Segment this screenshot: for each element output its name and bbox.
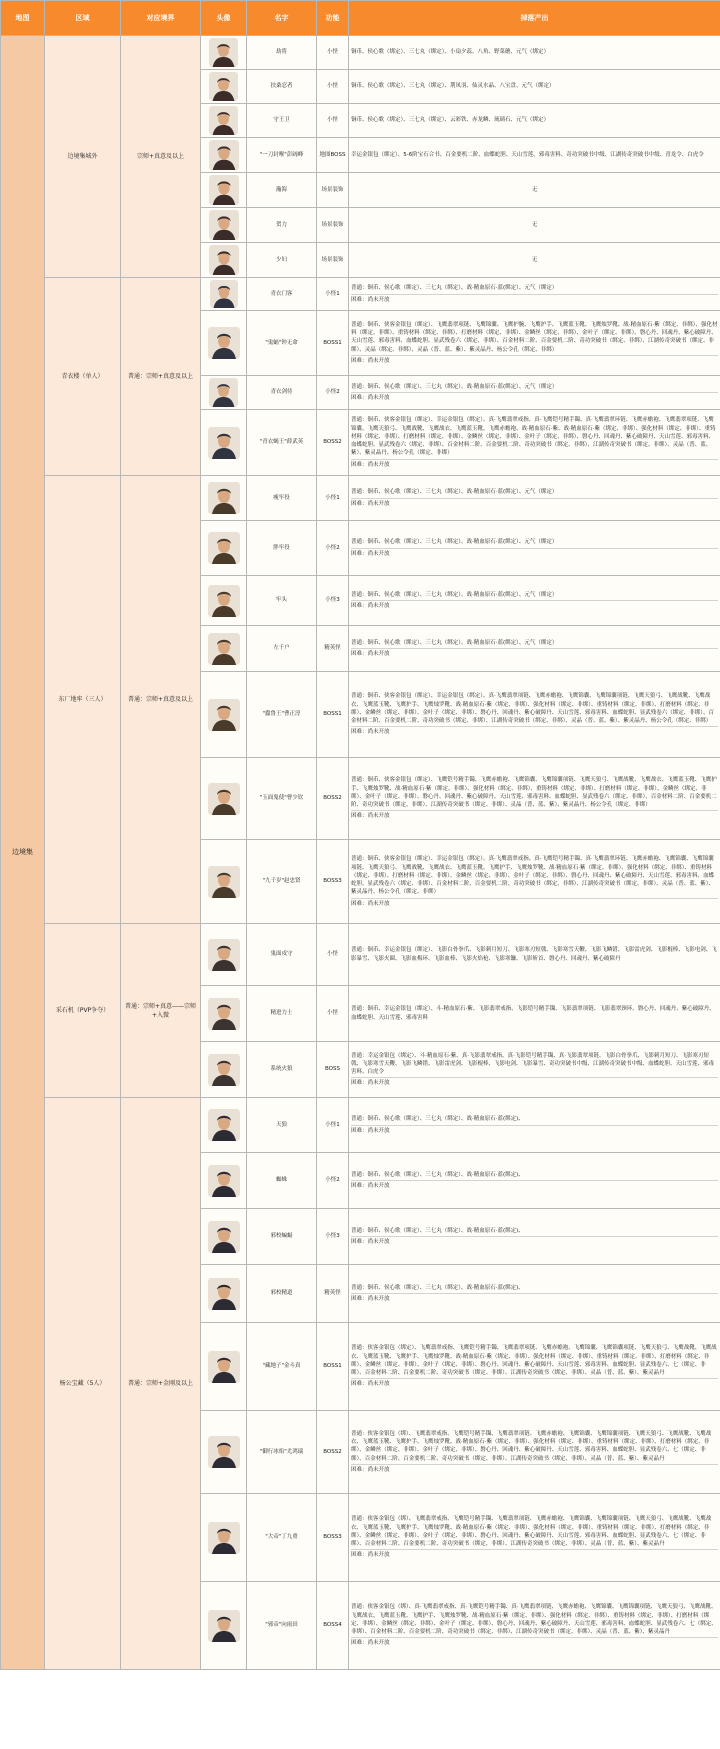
- npc-function: 精英怪: [317, 626, 349, 672]
- npc-function: 场景装饰: [317, 173, 349, 208]
- npc-function: BOSS2: [317, 758, 349, 840]
- npc-name: 邪校蝙蝠: [247, 1209, 317, 1265]
- drop-cell: [349, 476, 720, 521]
- table-body: [1, 36, 720, 1670]
- realm-cell: 普通：宗师+真意及以上: [121, 278, 201, 476]
- drop-hard-text: 困难：尚未开放: [351, 726, 718, 737]
- drop-text: 普通：铜币、侯心歌（绑定）、三七丸（绑定）、战·精血原石·蓝(绑定)、: [351, 1171, 524, 1178]
- avatar-cell: [201, 576, 247, 626]
- avatar-cell: [201, 1582, 247, 1670]
- avatar-portrait-icon: [208, 1610, 240, 1642]
- drop-cell: [349, 208, 720, 243]
- drop-cell: [349, 1582, 720, 1670]
- drop-hard-text: 困难：尚未开放: [351, 1464, 718, 1475]
- drop-cell: [349, 986, 720, 1042]
- drop-text: 普通：铜币、侠客金银包（绑定）、幸运金银包（绑定）、真·飞鹰翡翠戒指、真·飞鹰铠号精手镯、真·飞鹰翡翠环链、飞鹰赤蟾袍、飞鹰锦囊、飞鹰锦囊项链、飞鹰天狼弓、飞鹰战靴、飞鹰战衣、飞鹰蓝玉靴、飞鹰护手、飞鹰烛罗靴、战·精血原石·紫（绑定、非绑）、强化材料（绑定、非绑）、重铸材料（绑定、非绑）、打磨材料（绑定、非绑）、金鳞丝（绑定、非绑）、金叶子（绑定、非绑）、磐心丹、回魂丹、紫心破障丹、天山雪莲、邪毒害料、血蝶蛇胆、显武残卷六（绑定、非绑）、百金材料二阶、百金要机二阶、奇功突破书（绑定、非绑）、江湖传奇突破书（绑定、非绑）、灵晶（普、蓝、紫）、紫灵晶丹、杨公令孔（绑定、非绑）: [351, 856, 715, 896]
- avatar-cell: [201, 521, 247, 576]
- avatar-portrait-icon: [209, 210, 239, 240]
- drop-hard-text: 困难：尚未开放: [351, 1236, 718, 1247]
- header-row: [1, 1, 720, 36]
- drop-text: 普通：铜币、侠客金银包（绑定）、幸运金银包（绑定）、真·飞鹰翡翠戒指、真·飞鹰铠号精手镯、真·飞鹰翡翠环链、飞鹰赤蟾袍、飞鹰翡翠项链、飞鹰锦囊、飞鹰天狼弓、飞鹰战靴、飞鹰战衣、飞鹰蓝玉靴、飞鹰赤蟾袍、战·精血原石·紫、战·精血原石·紫（绑定、非绑）、强化材料（绑定、非绑）、重铸材料（绑定、非绑）、打磨材料（绑定、非绑）、金鳞丝（绑定、非绑）、金叶子（绑定、非绑）、磐心丹、回魂丹、紫心破障丹、天山雪莲、邪毒害料、血蝶蛇胆、显武残卷六（绑定、非绑）、百金材料二阶、百金要机二阶、奇功突破书（绑定、非绑）、江湖传奇突破书（绑定、非绑）、灵晶（普、蓝、紫）、紫灵晶丹、杨公令孔（绑定、非绑）: [351, 417, 716, 457]
- drop-text: 无: [531, 256, 538, 263]
- avatar-portrait-icon: [210, 280, 238, 308]
- drop-cell: [349, 70, 720, 104]
- npc-function: 场景装饰: [317, 243, 349, 278]
- drop-cell: [349, 758, 720, 840]
- npc-function: 小怪: [317, 986, 349, 1042]
- avatar-portrait-icon: [208, 633, 240, 665]
- drop-text: 普通：铜币、侯心歌（绑定）、三七丸（绑定）、战·精血原石·蓝(绑定)、: [351, 1116, 524, 1123]
- npc-name: "大帝"丁九重: [247, 1494, 317, 1582]
- drop-hard-text: 困难：尚未开放: [351, 1549, 718, 1560]
- avatar-portrait-icon: [208, 998, 240, 1030]
- npc-function: BOSS3: [317, 840, 349, 924]
- area-cell: 边境集城外: [45, 36, 121, 278]
- drop-text: 普通：铜币、侠客金银包（绑定）、飞鹰翡翠项链、飞鹰锦囊、飞鹰护腕、飞鹰护手、飞鹰蓝玉靴、飞鹰烛罗靴、战·精血原石·紫（绑定、非绑）、强化材料（绑定、非绑）、重铸材料（绑定、非绑）、打磨材料（绑定、非绑）、金鳞丝（绑定、非绑）、金叶子（绑定、非绑）、磐心丹、回魂丹、紫心破障丹、天山雪莲、邪毒害料、血蝶蛇胆、显武残卷六（绑定、非绑）、百金材料二阶、百金要机二阶、奇功突破书（绑定、非绑）、江湖传奇突破书（绑定、非绑）、灵晶（绑定、非绑）、灵晶（普、蓝、紫）、紫灵晶丹、杨公令孔（绑定、非绑）: [351, 321, 718, 353]
- drop-cell: [349, 410, 720, 476]
- drop-hard-text: 困难：尚未开放: [351, 1125, 718, 1136]
- drop-cell: [349, 36, 720, 70]
- npc-name: 少妇: [247, 243, 317, 278]
- drop-text: 普通：铜币、侠客金银包（绑定）、幸运金银包（绑定）、真·飞鹰翡翠项链、飞鹰赤蟾袍、飞鹰锦囊、飞鹰锦囊项链、飞鹰天狼弓、飞鹰战靴、飞鹰战衣、飞鹰蓝玉靴、飞鹰护手、飞鹰烛罗靴、战·精血原石·紫（绑定、非绑）、强化材料（绑定、非绑）、重铸材料（绑定、非绑）、打磨材料（绑定、非绑）、金鳞丝（绑定、非绑）、金叶子（绑定、非绑）、磐心丹、回魂丹、紫心破障丹、天山雪莲、邪毒害料、血蝶蛇胆、显武残卷六（绑定、非绑）、百金材料二阶、百金要机二阶、奇功突破书（绑定、非绑）、江湖传奇突破书（绑定、非绑）、灵晶（普、蓝、紫）、紫灵晶丹、杨公令孔（绑定、非绑）: [351, 693, 715, 725]
- drop-text: 普通：侠客金银包（绑定）、飞鹰翡翠戒指、飞鹰铠号精手镯、飞鹰翡翠项链、飞鹰赤蟾袍、飞鹰锦囊、飞鹰锦囊项链、飞鹰天狼弓、飞鹰战靴、飞鹰战衣、飞鹰蓝玉靴、飞鹰护手、飞鹰烛罗靴、战·精血原石·紫（绑定、非绑）、强化材料（绑定、非绑）、重铸材料（绑定、非绑）、打磨材料（绑定、非绑）、金鳞丝（绑定、非绑）、金叶子（绑定、非绑）、磐心丹、回魂丹、紫心破障丹、天山雪莲、邪毒害料、血蝶蛇胆、显武残卷六、七（绑定、非绑）、百金材料二阶、百金要机二阶、奇功突破书（绑定、非绑）、江湖传奇突破书（绑定、非绑）、灵晶（普、蓝、紫）、紫灵晶丹: [351, 1345, 717, 1377]
- drop-text: 铜币、侯心歌（绑定）、三七丸（绑定）、小扇夕蕊、八角、野菜蘑、元气（绑定）: [351, 49, 550, 56]
- drop-cell: [349, 626, 720, 672]
- avatar-portrait-icon: [208, 939, 240, 971]
- npc-name: 扶桑忍者: [247, 70, 317, 104]
- npc-name: 贺力: [247, 208, 317, 243]
- header-name: 名字: [247, 1, 317, 36]
- drop-text: 普通：铜币、侠客金银包（绑定）、飞鹰铠号精手镯、飞鹰赤蟾袍、飞鹰锦囊、飞鹰锦囊项链、飞鹰天狼弓、飞鹰战靴、飞鹰战衣、飞鹰蓝玉靴、飞鹰护手、飞鹰烛罗靴、战·精血原石·紫（绑定、非绑）、强化材料（绑定、非绑）、重铸材料（绑定、非绑）、打磨材料（绑定、非绑）、金鳞丝（绑定、非绑）、金叶子（绑定、非绑）、磐心丹、回魂丹、紫心破障丹、天山雪莲、邪毒害料、血蝶蛇胆、显武残卷六（绑定、非绑）、百金材料二阶、百金要机二阶、奇功突破书（绑定、非绑）、江湖传奇突破书（绑定、非绑）、灵晶（普、蓝、紫）、紫灵晶丹、杨公令孔（绑定、非绑）: [351, 777, 717, 809]
- npc-name: 牢头: [247, 576, 317, 626]
- drop-hard-text: 困难：尚未开放: [351, 392, 718, 403]
- npc-name: 系统火狼: [247, 1042, 317, 1098]
- drop-cell: [349, 138, 720, 173]
- drop-text: 无: [531, 186, 538, 193]
- avatar-cell: [201, 1323, 247, 1411]
- npc-name: "玉面鬼使"曹少钦: [247, 758, 317, 840]
- drop-hard-text: 困难：尚未开放: [351, 898, 718, 909]
- avatar-cell: [201, 311, 247, 376]
- avatar-cell: [201, 1153, 247, 1209]
- drop-hard-text: 困难：尚未开放: [351, 1077, 718, 1088]
- npc-name: "鬼蝠"钟无命: [247, 311, 317, 376]
- drop-hard-text: 困难：尚未开放: [351, 459, 718, 470]
- drop-hard-text: 困难：尚未开放: [351, 294, 718, 305]
- area-cell: 杨公宝藏（5人）: [45, 1098, 121, 1670]
- drop-text: 普通：铜币、侯心歌（绑定）、三七丸（绑定）、战·精血原石·蓝(绑定)、: [351, 1284, 524, 1291]
- avatar-portrait-icon: [208, 427, 240, 459]
- avatar-cell: [201, 243, 247, 278]
- npc-function: 小怪1: [317, 1098, 349, 1153]
- avatar-cell: [201, 986, 247, 1042]
- area-cell: 东厂地牢（三人）: [45, 476, 121, 924]
- avatar-cell: [201, 1494, 247, 1582]
- npc-name: 瀚海: [247, 173, 317, 208]
- npc-name: 胖牢役: [247, 521, 317, 576]
- npc-function: BOSS1: [317, 311, 349, 376]
- drop-text: 铜币、侯心歌（绑定）、三七丸（绑定）、云彩铁、赤龙鳞、琉璃石、元气（绑定）: [351, 117, 550, 124]
- drop-text: 幸运金银包（绑定）、5-6阶宝石合书、百金要机二阶、血蝶蛇胆、天山雪莲、邪毒害料、奇功突破书中级、江湖传奇突破书中级、青龙令、白虎令: [351, 151, 704, 158]
- npc-function: 小怪2: [317, 376, 349, 410]
- drop-text: 普通：侠客金银包（绑）、飞鹰翡翠戒指、飞鹰铠号精手镯、飞鹰翡翠项链、飞鹰赤蟾袍、飞鹰锦囊、飞鹰锦囊项链、飞鹰天狼弓、飞鹰战靴、飞鹰战衣、飞鹰蓝玉靴、飞鹰护手、飞鹰烛罗靴、战·精血原石·紫（绑定、非绑）、强化材料（绑定、非绑）、重铸材料（绑定、非绑）、打磨材料（绑定、非绑）、金鳞丝（绑定、非绑）、金叶子（绑定、非绑）、磐心丹、回魂丹、紫心破障丹、天山雪莲、邪毒害料、血蝶蛇胆、显武残卷六、七（绑定、非绑）、百金材料二阶、百金要机二阶、奇功突破书（绑定、非绑）、江湖传奇突破书（绑定、非绑）、灵晶（普、蓝、紫）、紫灵晶丹: [351, 1430, 712, 1462]
- npc-name: 蜘蛛: [247, 1153, 317, 1209]
- npc-function: BOSS: [317, 1042, 349, 1098]
- header-area: 区域: [45, 1, 121, 36]
- npc-function: 小怪: [317, 70, 349, 104]
- avatar-portrait-icon: [208, 1109, 240, 1141]
- avatar-portrait-icon: [208, 1522, 240, 1554]
- drop-text: 普通：铜币、侯心歌（绑定）、三七丸（绑定）、战·精血原石·蓝(绑定）、元气（绑定）: [351, 285, 558, 292]
- drop-text: 普通：铜币、侯心歌（绑定）、三七丸（绑定）、战·精血原石·蓝(绑定)、: [351, 1227, 524, 1234]
- avatar-cell: [201, 672, 247, 758]
- avatar-portrait-icon: [208, 783, 240, 815]
- drop-hard-text: 困难：尚未开放: [351, 1637, 718, 1648]
- npc-name: "一刀封喉"彭阔峰: [247, 138, 317, 173]
- area-cell: 采石机（PVP争夺）: [45, 924, 121, 1098]
- avatar-cell: [201, 278, 247, 311]
- header-realm: 对应境界: [121, 1, 201, 36]
- drop-cell: [349, 924, 720, 986]
- drop-cell: [349, 243, 720, 278]
- drop-text: 普通：幸运金银包（绑定）、斗·精血原石·紫、真·飞影翡翠戒指、真·飞影铠号精手镯、真·飞影翡翠项链、飞影白骨拳爪、飞影刺月短刀、飞影寒刃短戟、飞影寒雪天鞭、飞影飞鳞错、飞影雷虎剑、飞影棍棒、飞影电剑、飞影暴雪、奇功突破书中级、江湖传奇突破书中级、血蝶蛇胆、天山雪莲、邪毒害料、白虎令: [351, 1052, 715, 1075]
- drop-text: 普通：铜币、幸运金银包（绑定）、飞影白骨拳爪、飞影刺月短刀、飞影寒刃短戟、飞影寒雪天鞭、飞影飞鳞错、飞影雷虎剑、飞影棍棒、飞影电剑、飞影暴雪、飞影火圈、飞影血梅环、飞影血棒、飞影火焰枪、飞影寒镰、飞影斩首、磐心丹、回魂丹、紫心破障丹: [351, 947, 717, 962]
- avatar-portrait-icon: [208, 1351, 240, 1383]
- drop-cell: [349, 1209, 720, 1265]
- npc-name: "藏地子"金斗真: [247, 1323, 317, 1411]
- avatar-cell: [201, 476, 247, 521]
- area-cell: 青衣楼（单人）: [45, 278, 121, 476]
- drop-cell: [349, 1494, 720, 1582]
- drop-text: 无: [531, 221, 538, 228]
- drop-cell: [349, 521, 720, 576]
- npc-function: 地图BOSS: [317, 138, 349, 173]
- drop-cell: [349, 278, 720, 311]
- drop-hard-text: 困难：尚未开放: [351, 600, 718, 611]
- drop-cell: [349, 1098, 720, 1153]
- avatar-cell: [201, 626, 247, 672]
- npc-name: 劫将: [247, 36, 317, 70]
- npc-function: 小怪2: [317, 1153, 349, 1209]
- realm-cell: 普通：宗师+金刚及以上: [121, 1098, 201, 1670]
- drop-cell: [349, 376, 720, 410]
- drop-cell: [349, 840, 720, 924]
- avatar-cell: [201, 1411, 247, 1494]
- drop-cell: [349, 672, 720, 758]
- drop-cell: [349, 1042, 720, 1098]
- drop-text: 普通：铜币、侯心歌（绑定）、三七丸（绑定）、战·精血原石·蓝(绑定）、元气（绑定）: [351, 639, 558, 646]
- avatar-portrait-icon: [208, 1436, 240, 1468]
- avatar-cell: [201, 410, 247, 476]
- drop-text: 普通：侠客金银包（绑）、真·飞鹰翡翠戒指、真·飞鹰铠号精手镯、真·飞鹰翡翠项链、飞鹰赤蟾袍、飞鹰锦囊、飞鹰锦囊项链、飞鹰天狼弓、飞鹰战靴、飞鹰战衣、飞鹰蓝玉靴、飞鹰护手、飞鹰烛罗靴、战·精血原石·紫（绑定、非绑）、强化材料（绑定、非绑）、重铸材料（绑定、非绑）、打磨材料（绑定、非绑）、金鳞丝（绑定、非绑）、金叶子（绑定、非绑）、磐心丹、回魂丹、紫心破障丹、天山雪莲、邪毒害料、血蝶蛇胆、显武残卷六、七（绑定、非绑）、百金材料二阶、百金要机二阶、奇功突破书（绑定、非绑）、江湖传奇突破书（绑定、非绑）、灵晶（普、蓝、紫）、紫灵晶丹: [351, 1604, 717, 1636]
- npc-function: BOSS2: [317, 1411, 349, 1494]
- avatar-cell: [201, 104, 247, 138]
- npc-name: 左千户: [247, 626, 317, 672]
- avatar-portrait-icon: [209, 378, 238, 407]
- drop-cell: [349, 104, 720, 138]
- avatar-portrait-icon: [209, 72, 238, 101]
- avatar-portrait-icon: [208, 1054, 240, 1086]
- npc-name: 邪校精道: [247, 1265, 317, 1323]
- drop-text: 普通：铜币、侯心歌（绑定）、三七丸（绑定）、战·精血原石·蓝(绑定）、元气（绑定）: [351, 489, 558, 496]
- drop-cell: [349, 576, 720, 626]
- drop-text: 普通：铜币、侯心歌（绑定）、三七丸（绑定）、战·精血原石·蓝(绑定）、元气（绑定）: [351, 591, 558, 598]
- drop-cell: [349, 1411, 720, 1494]
- avatar-portrait-icon: [208, 866, 240, 898]
- drop-hard-text: 困难：尚未开放: [351, 355, 718, 366]
- drop-hard-text: 困难：尚未开放: [351, 1180, 718, 1191]
- avatar-portrait-icon: [208, 585, 240, 617]
- drop-cell: [349, 173, 720, 208]
- npc-function: BOSS2: [317, 410, 349, 476]
- npc-name: "九千岁"赵忠贤: [247, 840, 317, 924]
- avatar-cell: [201, 1209, 247, 1265]
- npc-name: "邪帝"向雨田: [247, 1582, 317, 1670]
- avatar-portrait-icon: [208, 532, 240, 564]
- avatar-portrait-icon: [208, 1278, 240, 1310]
- avatar-portrait-icon: [209, 106, 238, 135]
- header-function: 功能: [317, 1, 349, 36]
- realm-cell: 宗师+真意及以上: [121, 36, 201, 278]
- npc-function: 小怪2: [317, 521, 349, 576]
- npc-function: BOSS1: [317, 1323, 349, 1411]
- npc-function: 小怪: [317, 104, 349, 138]
- avatar-cell: [201, 173, 247, 208]
- npc-function: 小怪1: [317, 476, 349, 521]
- header-avatar: 头像: [201, 1, 247, 36]
- table-row: [1, 1098, 720, 1153]
- npc-function: 小怪3: [317, 576, 349, 626]
- drop-hard-text: 困难：尚未开放: [351, 1293, 718, 1304]
- npc-function: BOSS3: [317, 1494, 349, 1582]
- avatar-cell: [201, 36, 247, 70]
- realm-cell: 普通：宗师+真意——宗师+入微: [121, 924, 201, 1098]
- table-row: [1, 476, 720, 521]
- drop-cell: [349, 311, 720, 376]
- table-row: [1, 278, 720, 311]
- avatar-portrait-icon: [208, 482, 240, 514]
- map-cell: 边境集: [1, 36, 45, 1670]
- avatar-cell: [201, 138, 247, 173]
- npc-name: "青衣蝎王"薛武英: [247, 410, 317, 476]
- header-map: 地图: [1, 1, 45, 36]
- avatar-cell: [201, 208, 247, 243]
- drop-text: 普通：铜币、幸运金银包（绑定）、斗·精血原石·紫、飞影翡翠戒指、飞影铠号精手镯、飞影翡翠项链、飞影翡翠颈环、磐心丹、回魂丹、紫心破障丹、血蝶蛇胆、天山雪莲、邪毒害料: [351, 1006, 715, 1021]
- drop-hard-text: 困难：尚未开放: [351, 1378, 718, 1389]
- avatar-cell: [201, 924, 247, 986]
- header-drops: 掉落产出: [349, 1, 720, 36]
- npc-function: 小怪1: [317, 278, 349, 311]
- avatar-cell: [201, 376, 247, 410]
- avatar-portrait-icon: [208, 1221, 240, 1253]
- npc-function: 小怪: [317, 36, 349, 70]
- avatar-portrait-icon: [209, 175, 239, 205]
- avatar-cell: [201, 758, 247, 840]
- avatar-portrait-icon: [208, 1165, 240, 1197]
- npc-name: 瘦牢役: [247, 476, 317, 521]
- drop-hard-text: 困难：尚未开放: [351, 498, 718, 509]
- realm-cell: 普通：宗师+真意及以上: [121, 476, 201, 924]
- drop-text: 普通：铜币、侯心歌（绑定）、三七丸（绑定）、战·精血原石·蓝(绑定）、元气（绑定）: [351, 539, 558, 546]
- npc-name: 守王卫: [247, 104, 317, 138]
- drop-text: 铜币、侯心歌（绑定）、三七丸（绑定）、荆凤羽、仙灵水晶、八宝盘、元气（绑定）: [351, 83, 555, 90]
- avatar-portrait-icon: [208, 699, 240, 731]
- drop-cell: [349, 1323, 720, 1411]
- avatar-portrait-icon: [209, 245, 239, 275]
- drop-hard-text: 困难：尚未开放: [351, 648, 718, 659]
- npc-name: 青衣剑侍: [247, 376, 317, 410]
- npc-name: 精进力士: [247, 986, 317, 1042]
- avatar-cell: [201, 1042, 247, 1098]
- drop-cell: [349, 1153, 720, 1209]
- npc-function: BOSS1: [317, 672, 349, 758]
- avatar-cell: [201, 1098, 247, 1153]
- npc-name: 鬼面戍守: [247, 924, 317, 986]
- drop-cell: [349, 1265, 720, 1323]
- avatar-cell: [201, 1265, 247, 1323]
- npc-name: 天狼: [247, 1098, 317, 1153]
- npc-name: 青衣门客: [247, 278, 317, 311]
- npc-name: "御行冰焰"尤鸿瑞: [247, 1411, 317, 1494]
- npc-function: 场景装饰: [317, 208, 349, 243]
- drop-text: 普通：侠客金银包（绑）、飞鹰翡翠戒指、飞鹰铠号精手镯、飞鹰翡翠项链、飞鹰赤蟾袍、飞鹰锦囊、飞鹰锦囊项链、飞鹰天狼弓、飞鹰战靴、飞鹰战衣、飞鹰蓝玉靴、飞鹰护手、飞鹰烛罗靴、战·精血原石·紫（绑定、非绑）、强化材料（绑定、非绑）、重铸材料（绑定、非绑）、打磨材料（绑定、非绑）、金鳞丝（绑定、非绑）、金叶子（绑定、非绑）、磐心丹、回魂丹、紫心破障丹、天山雪莲、邪毒害料、血蝶蛇胆、显武残卷六、七（绑定、非绑）、百金材料二阶、百金要机二阶、奇功突破书（绑定、非绑）、江湖传奇突破书（绑定、非绑）、灵晶（普、蓝、紫）、紫灵晶丹: [351, 1516, 712, 1548]
- avatar-cell: [201, 70, 247, 104]
- drop-text: 普通：铜币、侯心歌（绑定）、三七丸（绑定）、战·精血原石·蓝(绑定）、元气（绑定）: [351, 383, 558, 390]
- avatar-portrait-icon: [209, 38, 238, 67]
- npc-function: 小怪3: [317, 1209, 349, 1265]
- avatar-cell: [201, 840, 247, 924]
- avatar-portrait-icon: [208, 327, 240, 359]
- npc-name: "蠹鲁王"曹正淳: [247, 672, 317, 758]
- npc-function: 精英怪: [317, 1265, 349, 1323]
- npc-function: 小怪: [317, 924, 349, 986]
- npc-function: BOSS4: [317, 1582, 349, 1670]
- table-row: [1, 924, 720, 986]
- table-row: [1, 36, 720, 70]
- avatar-portrait-icon: [209, 140, 239, 170]
- drop-hard-text: 困难：尚未开放: [351, 548, 718, 559]
- drop-hard-text: 困难：尚未开放: [351, 810, 718, 821]
